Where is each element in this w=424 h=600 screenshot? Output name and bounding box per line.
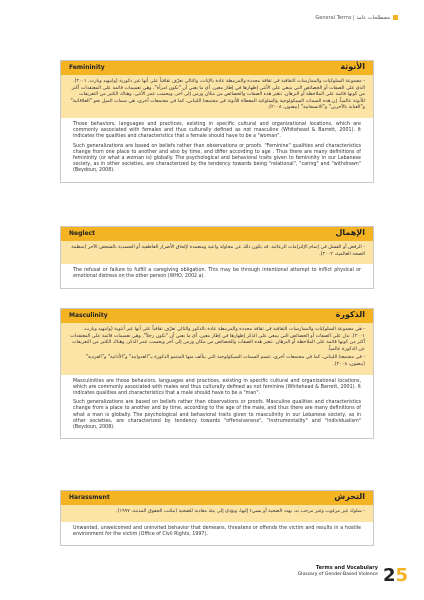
- term-definition-ar: [61, 505, 373, 522]
- ar-paragraph: - سلوك غير مرغوب وغير مرحب به. يهدد الضحية أو يسيء إليها، ويؤدي إلى بيئة معادية للضحية (مكتب الحقوق المدنية، ١٩٩٧).: [116, 509, 365, 514]
- term-title-bar: [61, 227, 373, 241]
- header-text: General Terms | مصطلحات عامة: [315, 14, 390, 21]
- header-square-icon: [393, 15, 398, 20]
- term-definition-en: [61, 118, 373, 182]
- ar-paragraph: - الرفض أو الفشل في إتمام الإلتزامات الرعائية. قد يكون ذلك عن محاولة واعية ومتعمدة لإلحاق الأضرار العاطفية أو الجسدية بالشخص الآخر (منظمة الصحة العالمية، ٢٠٠٢).: [71, 245, 365, 257]
- ar-paragraph: - هي مجموعة السلوكيات والممارسات الثقافية في ثقافة محددة والمرتبطة عادة بالذكور والتالي تعرّف ثقافياً على أنها غير أنثوية (وايتهيد وبارت، ٢٠٠١). تدل على الصفات أو الخصائص التي ينبغي على الذكر إظهارها في إطار معين. أي ما يعني أن "تكون رجلاً". وهي تعميمات قائمة على المعتقدات أكثر من كونها قائمة على الملاحظة أو البرهان. تتغير هذه الصفات والخصائص من مكان وزمن إلى آخر ويحسب عمر الذكر، وهناك الكثير من التعريفات عن الذكورة عالمياً.: [70, 327, 365, 352]
- page-number-first-digit: 2: [382, 565, 396, 586]
- en-paragraph: Masculinities are those behaviors, languages and practices, existing in specific cultural and organizational locations, which are commonly associated with males and thus culturally defined as not feminine (Whitehead & Barrett, 2001). It indicates qualities and characteristics that a male should have to be a "man".: [73, 378, 361, 396]
- term-definition-ar: [61, 75, 373, 118]
- term-title-en: Harassment: [69, 494, 110, 501]
- term-box-neglect: [60, 226, 374, 289]
- term-box-masculinity: [60, 308, 374, 439]
- term-title-en: Femininity: [69, 64, 105, 71]
- term-definition-en: [61, 522, 373, 545]
- term-definition-ar: [61, 323, 373, 375]
- en-paragraph: The refusal or failure to fulfill a caregiving obligation. This may be through intentional attempt to inflict physical or emotional distress on the other person (WHO, 2002 a).: [73, 268, 361, 280]
- term-title-ar: التحرش: [334, 492, 365, 501]
- term-definition-ar: [61, 241, 373, 264]
- term-title-ar: الإهمال: [335, 228, 365, 237]
- en-paragraph: Such generalizations are based on beliefs rather than observations or proofs. Masculine qualities and characteristics change from a place to another and by time, according to the age of the male, and thus there are many definitions of what a man is globally. The psychological and behavioral traits given to masculinity in our Lebanese society, as in other societies, are characterized by tendency towards "offensiveness", "instrumentality" and "individualism" (Beydoun, 2008).: [73, 400, 361, 430]
- footer-subtitle: Glossary of Gender-Based Violence: [297, 572, 378, 577]
- term-definition-en: [61, 264, 373, 287]
- term-box-femininity: [60, 60, 374, 183]
- term-title-ar: الذكورة: [335, 310, 365, 319]
- ar-paragraph: - في مجتمعنا اللبناني، كما في مجتمعات أخرى، تتسم السمات السيكولوجية التي يتآلف منها المنتمو الذكورة بـ"العدوانية" و"الأداتية" و"الفردية" (بيضون، ٢٠٠٨).: [85, 355, 365, 367]
- en-paragraph: Unwanted, unwelcomed and uninvited behavior that demeans, threatens or offends the victim and results in a hostile environment for the victim (Office of Civil Rights, 1997).: [73, 525, 361, 537]
- footer-title-block: [298, 565, 378, 578]
- term-title-bar: [61, 61, 373, 75]
- term-title-en: Masculinity: [69, 312, 108, 319]
- page-number-second-digit: 5: [395, 565, 408, 586]
- ar-paragraph: - مجموعة السلوكيات والممارسات الثقافية في ثقافة محددة والمرتبطة عادة بالإناث، والتالي تعرّف ثقافياً على أنها غير ذكورية (وايتهيد وبارت، ٢٠٠١). الذي على الصفات أو الخصائص التي ينبغي على الأنثى إظهارها في إطار معين. أي ما يعني أن "تكون امرأة". وهي تعميمات قائمة على المعتقدات أكثر من كونها قائمة على الملاحظة أو البرهان. تتغير هذه الصفات والخصائص من مكان وزمن إلى آخر، ويحسب عمر الأنثى، وهناك الكثير من التعريفات للأنوثة عالمياً. إن هذه السمات السيكولوجية والسلوكية المعطاة للأنوثة في مجتمعنا اللبناني، كما في مجتمعات أخرى، هي سمات الميل نحو "العلاقاتية" و"العناية بالآخرين" و"الانسحابية" (بيضون، ٢٠٠٨).: [70, 79, 365, 111]
- term-title-bar: [61, 309, 373, 323]
- term-box-harassment: [60, 490, 374, 546]
- page-header: [315, 13, 398, 22]
- footer-title: Terms and Vocabulary: [315, 565, 378, 571]
- term-title-en: Neglect: [69, 230, 95, 237]
- en-paragraph: Such generalizations are based on beliefs rather than observations or proofs. "Feminine" qualities and characteristics change from one place to another and also by time, and differ according to age . Thus there are many definitions of femininity (or what a woman is) globally. The psychological and behavioral traits given to femininity in our Lebanese society, as in other societies, are characterized by the tendency towards being "relational", "caring" and "withdrawn" (Beydoun, 2008).: [73, 143, 361, 174]
- page-number: [383, 565, 408, 586]
- term-definition-en: [61, 375, 373, 439]
- term-title-bar: [61, 491, 373, 505]
- term-title-ar: الأنوثة: [340, 62, 365, 71]
- en-paragraph: Those behaviors, languages and practices, existing in specific cultural and organizational locations, which are commonly associated with females and thus culturally defined as not masculine (Whitehead & Barrett, 2001). It indicates the qualities and characteristics that a female should have to be a "woman".: [73, 121, 361, 140]
